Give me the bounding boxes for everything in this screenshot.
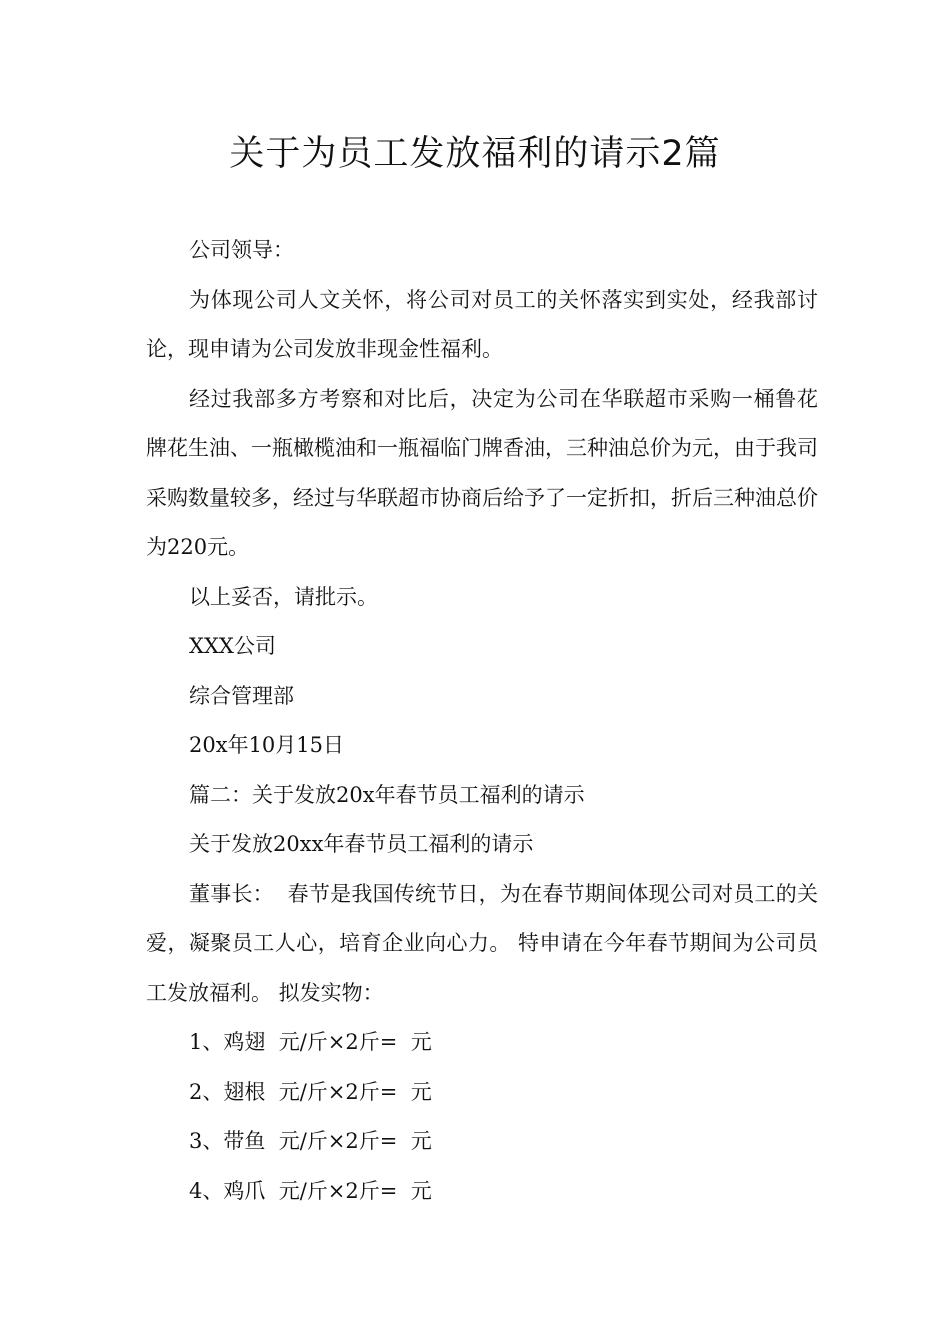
signature-department: 综合管理部 [189,683,294,708]
signature-date: 20x年10月15日 [189,733,345,757]
section-heading: 篇二：关于发放20x年春节员工福利的请示 [189,782,585,807]
section-subheading: 关于发放20xx年春节员工福利的请示 [189,832,534,856]
list-item: 1、鸡翅 元/斤×2斤= 元 [189,1030,432,1054]
signature-company: XXX公司 [189,634,276,658]
list-item: 3、带鱼 元/斤×2斤= 元 [189,1129,432,1153]
paragraph-details: 经过我部多方考察和对比后，决定为公司在华联超市采购一桶鲁花牌花生油、一瓶橄榄油和一瓶福临门牌香油，三种油总价为元，由于我司采购数量较多，经过与华联超市协商后给予了一定折扣，折后三种油总价为220元。 [146,386,818,559]
list-item: 2、翅根 元/斤×2斤= 元 [189,1079,432,1104]
document-body [146,226,818,1216]
salutation: 公司领导： [189,238,294,262]
paragraph-request: 以上妥否，请批示。 [189,584,378,609]
paragraph-chairman: 董事长： 春节是我国传统节日，为在春节期间体现公司对员工的关爱，凝聚员工人心，培育企业向心力。 特申请在今年春节期间为公司员工发放福利。 拟发实物： [146,881,818,1005]
list-item: 4、鸡爪 元/斤×2斤= 元 [189,1178,432,1203]
document-title: 关于为员工发放福利的请示2篇 [229,134,721,174]
paragraph-purpose: 为体现公司人文关怀，将公司对员工的关怀落实到实处，经我部讨论，现申请为公司发放非现金性福利。 [146,287,818,361]
